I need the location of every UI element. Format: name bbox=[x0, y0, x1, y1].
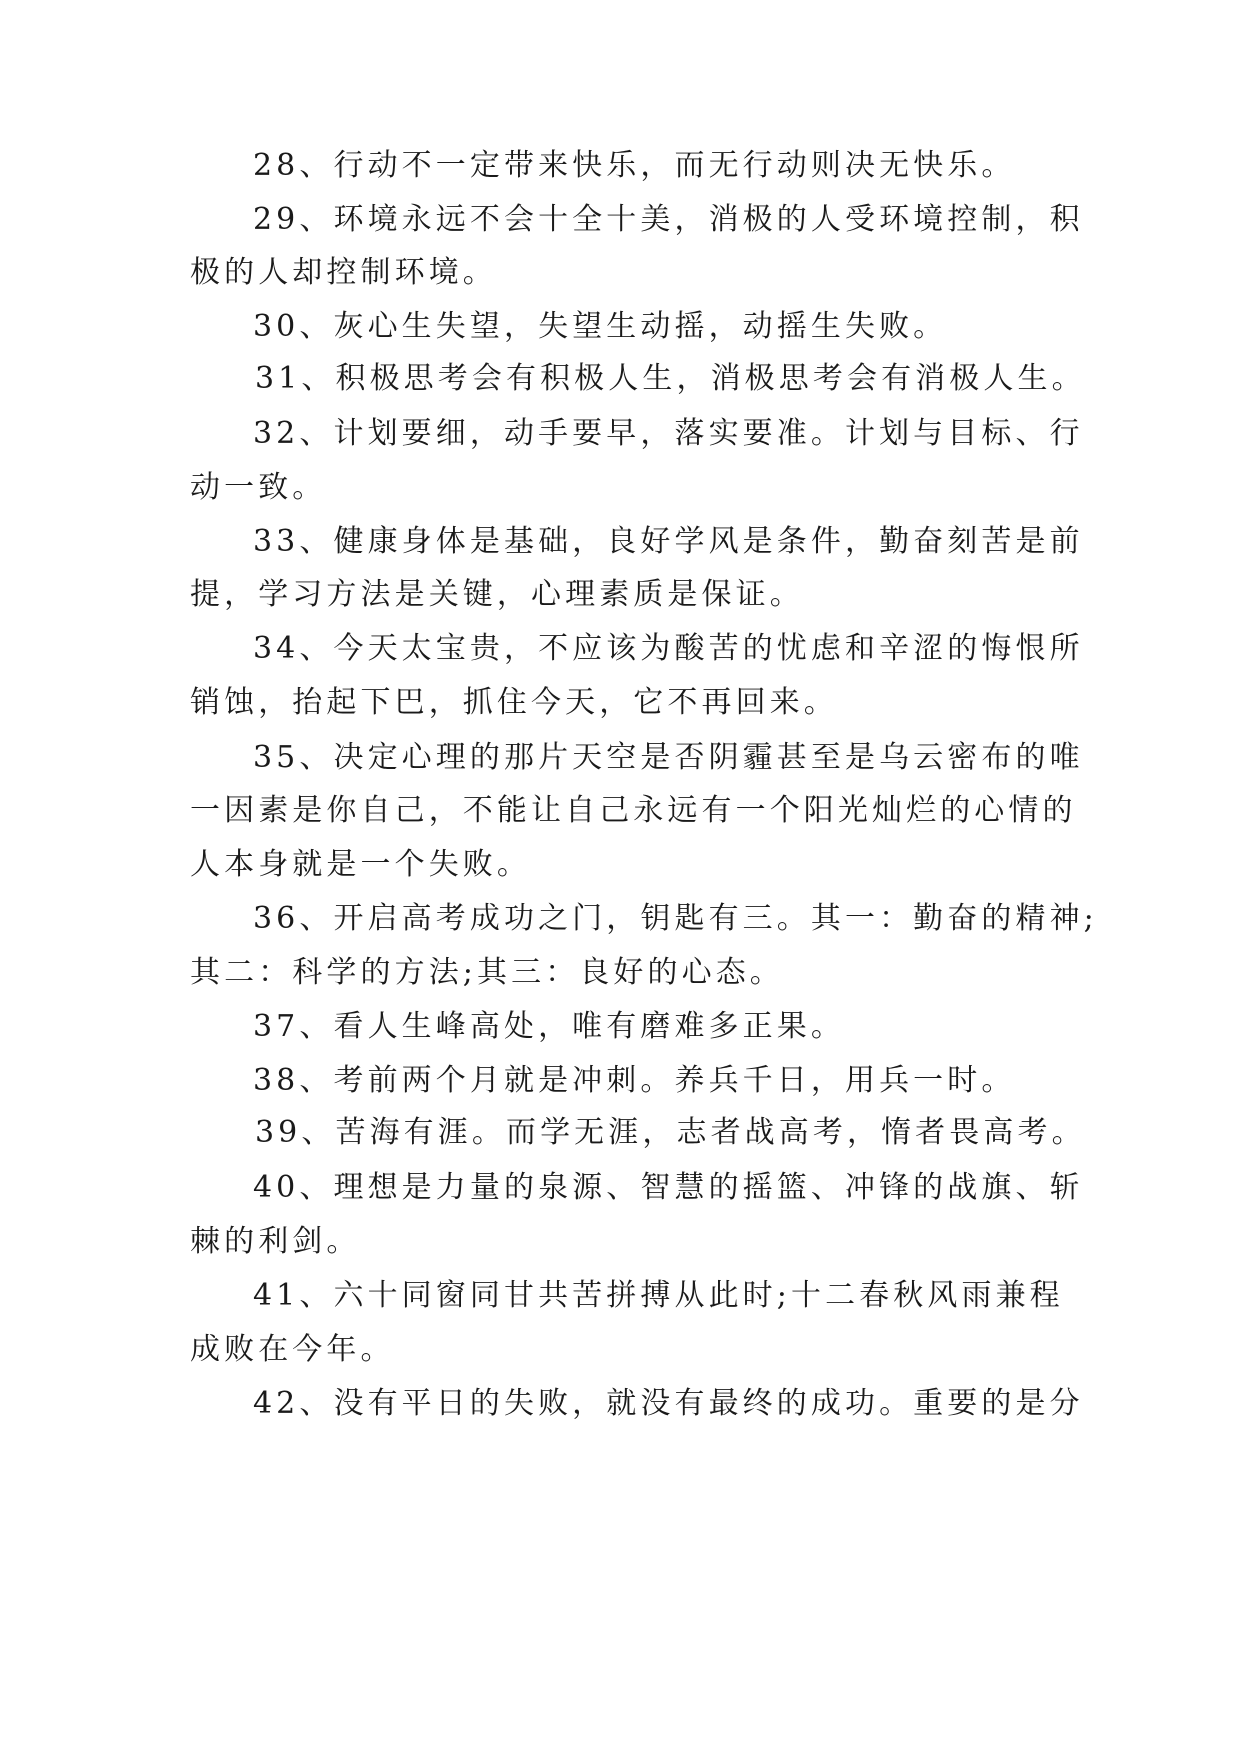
text-line: 39、苦海有涯。而学无涯，志者战高考，惰者畏高考。 bbox=[255, 1115, 1086, 1150]
text-line: 其二：科学的方法;其三：良好的心态。 bbox=[190, 955, 784, 990]
text-line: 31、积极思考会有积极人生，消极思考会有消极人生。 bbox=[255, 361, 1086, 396]
text-line: 28、行动不一定带来快乐，而无行动则决无快乐。 bbox=[253, 148, 1016, 183]
text-line: 一因素是你自己，不能让自己永远有一个阳光灿烂的心情的 bbox=[190, 793, 1077, 828]
text-line: 29、环境永远不会十全十美，消极的人受环境控制，积 bbox=[253, 202, 1084, 237]
text-line: 40、理想是力量的泉源、智慧的摇篮、冲锋的战旗、斩 bbox=[253, 1170, 1084, 1205]
text-line: 极的人却控制环境。 bbox=[190, 255, 497, 290]
text-line: 32、计划要细，动手要早，落实要准。计划与目标、行 bbox=[253, 416, 1084, 451]
text-line: 销蚀，抬起下巴，抓住今天，它不再回来。 bbox=[190, 685, 838, 720]
text-line: 34、今天太宝贵，不应该为酸苦的忧虑和辛涩的悔恨所 bbox=[253, 631, 1084, 666]
text-line: 42、没有平日的失败，就没有最终的成功。重要的是分 bbox=[253, 1386, 1084, 1421]
text-line: 动一致。 bbox=[190, 470, 327, 505]
text-line: 提，学习方法是关键，心理素质是保证。 bbox=[190, 577, 804, 612]
text-line: 成败在今年。 bbox=[190, 1332, 395, 1367]
text-line: 41、六十同窗同甘共苦拼搏从此时;十二春秋风雨兼程 bbox=[253, 1278, 1064, 1313]
text-line: 棘的利剑。 bbox=[190, 1224, 361, 1259]
text-line: 30、灰心生失望，失望生动摇，动摇生失败。 bbox=[253, 309, 948, 344]
text-line: 36、开启高考成功之门，钥匙有三。其一：勤奋的精神; bbox=[253, 901, 1098, 936]
text-line: 33、健康身体是基础，良好学风是条件，勤奋刻苦是前 bbox=[253, 524, 1084, 559]
text-line: 人本身就是一个失败。 bbox=[190, 847, 531, 882]
text-line: 37、看人生峰高处，唯有磨难多正果。 bbox=[253, 1009, 845, 1044]
text-line: 38、考前两个月就是冲刺。养兵千日，用兵一时。 bbox=[253, 1063, 1016, 1098]
text-line: 35、决定心理的那片天空是否阴霾甚至是乌云密布的唯 bbox=[253, 740, 1084, 775]
